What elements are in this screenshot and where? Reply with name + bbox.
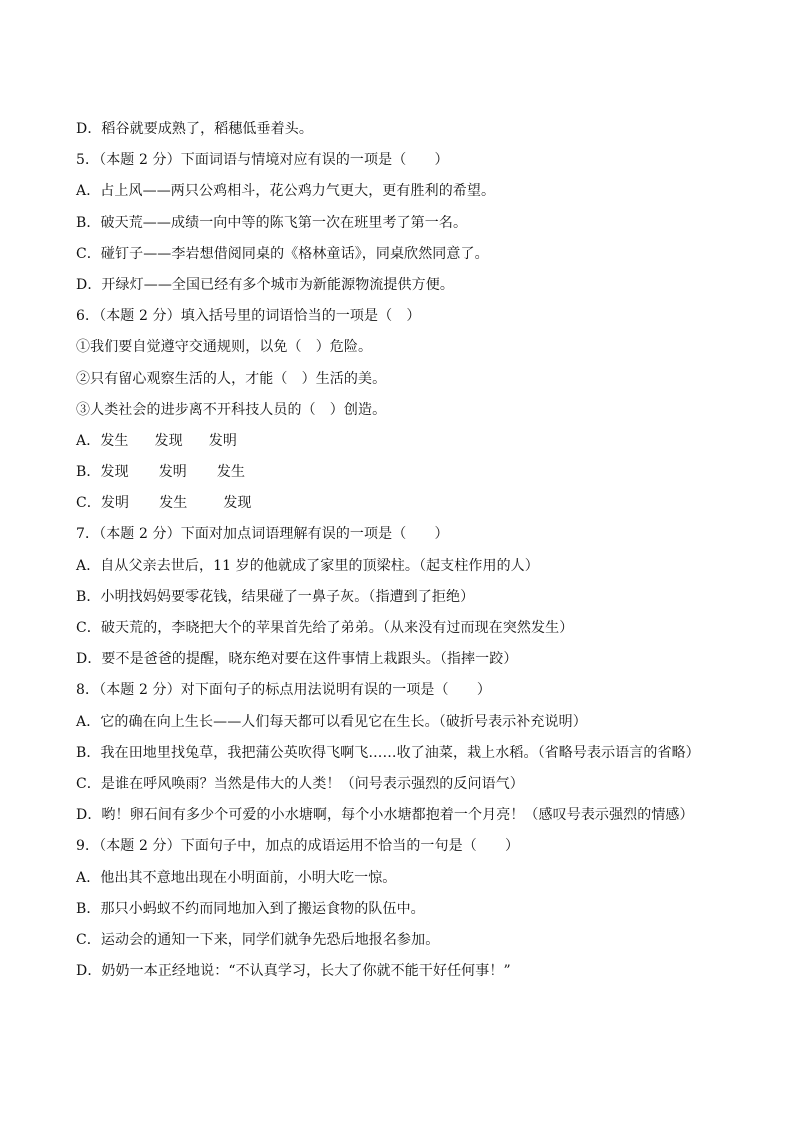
question-7-option-a: A．自从父亲去世后，11 岁的他就成了家里的顶梁柱。（起支柱作用的人）	[76, 557, 539, 574]
option-label: A．	[76, 432, 101, 449]
question-content	[76, 117, 736, 990]
question-5-option-c: C．碰钉子——李岩想借阅同桌的《格林童话》，同桌欣然同意了。	[76, 245, 489, 262]
question-6-sentence-1: ①我们要自觉遵守交通规则，以免（ ）危险。	[76, 339, 373, 356]
option-word: 发生	[159, 495, 188, 512]
question-5-option-d: D．开绿灯——全国已经有多个城市为新能源物流提供方便。	[76, 276, 454, 293]
question-8-option-b: B．我在田地里找兔草，我把蒲公英吹得飞啊飞……收了油菜，栽上水稻。（省略号表示语言的省略）	[76, 744, 700, 761]
question-8-option-c: C．是谁在呼风唤雨？当然是伟大的人类！（问号表示强烈的反问语气）	[76, 775, 524, 792]
question-6-option-a	[76, 429, 736, 460]
option-word: 发明	[208, 432, 237, 449]
question-8-stem: 8．（本题 2 分）对下面句子的标点用法说明有误的一项是（ ）	[76, 682, 491, 699]
question-6-stem: 6．（本题 2 分）填入括号里的词语恰当的一项是（ ）	[76, 308, 421, 325]
option-label: B．	[76, 464, 101, 481]
question-7-option-b: B．小明找妈妈要零花钱，结果碰了一鼻子灰。（指遭到了拒绝）	[76, 588, 475, 605]
option-word: 发生	[100, 432, 129, 449]
question-6-option-b	[76, 460, 736, 491]
question-6-sentence-2: ②只有留心观察生活的人，才能（ ）生活的美。	[76, 370, 387, 387]
question-8-option-a: A．它的确在向上生长——人们每天都可以看见它在生长。（破折号表示补充说明）	[76, 713, 587, 730]
question-9-option-d: D．奶奶一本正经地说：“不认真学习，长大了你就不能干好任何事！”	[76, 963, 511, 980]
question-7-option-c: C．破天荒的，李晓把大个的苹果首先给了弟弟。（从来没有过而现在突然发生）	[76, 620, 574, 636]
option-word: 发生	[216, 464, 246, 481]
option-word: 发明	[100, 495, 130, 512]
question-8-option-d: D．哟！卵石间有多少个可爱的小水塘啊，每个小水塘都抱着一个月亮！（感叹号表示强烈的情感）	[76, 807, 694, 824]
question-9-stem: 9．（本题 2 分）下面句子中，加点的成语运用不恰当的一句是（ ）	[76, 838, 520, 855]
question-9-option-a: A．他出其不意地出现在小明面前，小明大吃一惊。	[76, 869, 397, 886]
option-word: 发现	[100, 464, 129, 481]
question-5-option-a: A．占上风——两只公鸡相斗，花公鸡力气更大，更有胜利的希望。	[76, 183, 496, 200]
question-7-stem: 7．（本题 2 分）下面对加点词语理解有误的一项是（ ）	[76, 526, 449, 543]
question-9-option-c: C．运动会的通知一下来，同学们就争先恐后地报名参加。	[76, 931, 440, 948]
question-5-option-b: B．破天荒——成绩一向中等的陈飞第一次在班里考了第一名。	[76, 214, 468, 231]
text-line: D．稻谷就要成熟了，稻穗低垂着头。	[76, 121, 313, 137]
option-word: 发现	[154, 432, 183, 449]
option-label: C．	[76, 495, 101, 512]
question-7-option-d: D．要不是爸爸的提醒，晓东绝对要在这件事情上栽跟头。（指摔一跤）	[76, 651, 518, 668]
question-6-option-c	[76, 491, 736, 522]
option-word: 发现	[223, 495, 252, 512]
question-9-option-b: B．那只小蚂蚁不约而同地加入到了搬运食物的队伍中。	[76, 900, 425, 917]
question-5-stem: 5．（本题 2 分）下面词语与情境对应有误的一项是（ ）	[76, 152, 449, 169]
option-word: 发明	[158, 464, 187, 481]
question-6-sentence-3: ③人类社会的进步离不开科技人员的（ ）创造。	[76, 401, 387, 418]
